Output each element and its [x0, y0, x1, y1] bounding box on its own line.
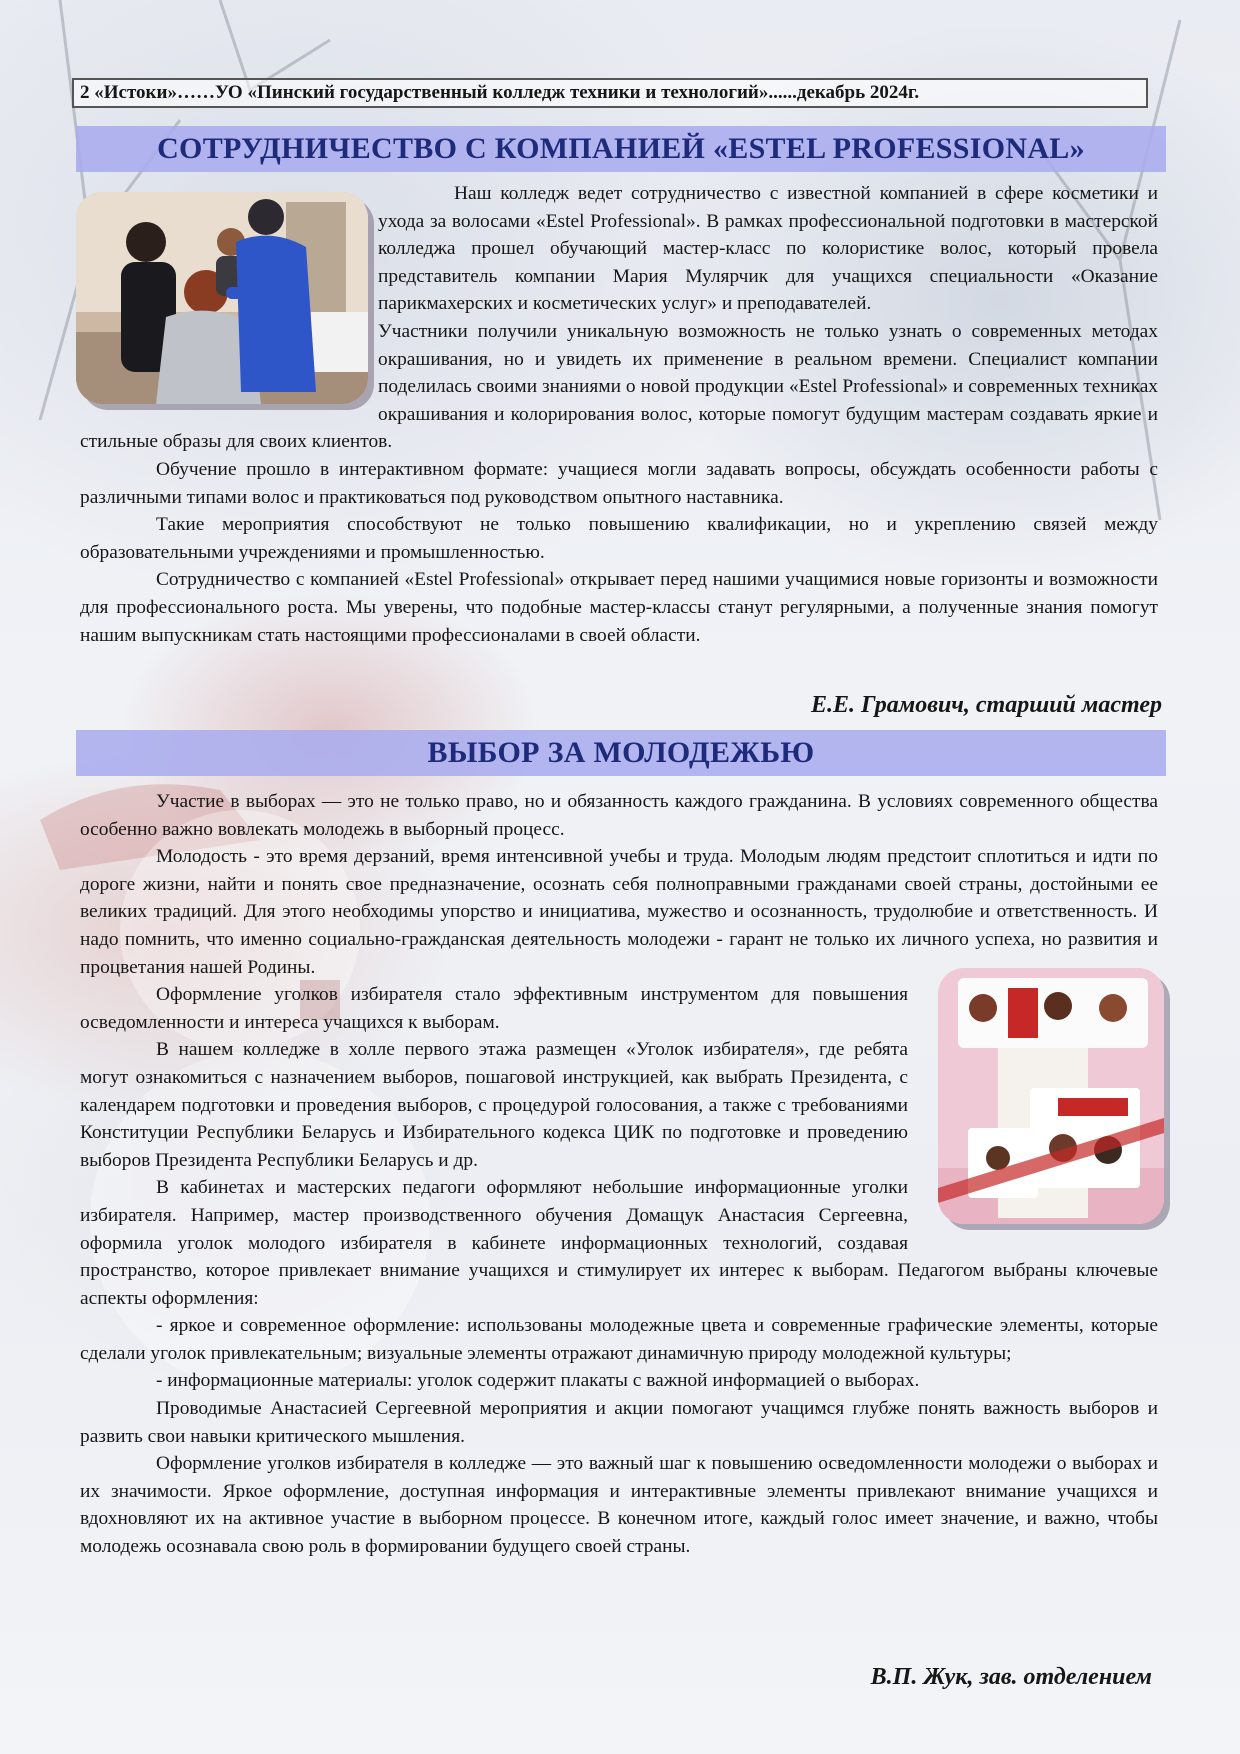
article1-paragraph: Обучение прошло в интерактивном формате: учащиеся могли задавать вопросы, обсуждать особенности работы с различными типами волос и практиковаться под руководством опытного наставника.	[80, 458, 1158, 508]
article2-paragraph: Оформление уголков избирателя в колледже — это важный шаг к повышению осведомленности молодежи о выборах и их значимости. Яркое оформление, доступная информация и интерактивные элементы привлекают внимание учащихся и вдохновляют их на активное участие в выборном процессе. В конечном итоге, каждый голос имеет значение, и важно, чтобы молодежь осознавала свою роль в формировании будущего своей страны.	[80, 1453, 1158, 1558]
article2-paragraph: В кабинетах и мастерских педагоги оформляют небольшие информационные уголки избирателя. Например, мастер производственного обучения Домащук Анастасия Сергеевна, оформила уголок молодого избирателя в кабинете информационных технологий, создавая пространство, которое привлекает внимание учащихся и стимулирует их интерес к выборам. Педагогом выбраны ключевые аспекты оформления:	[80, 1177, 1158, 1309]
article2-title: ВЫБОР ЗА МОЛОДЕЖЬЮ	[76, 730, 1166, 776]
article2-paragraph: Проводимые Анастасией Сергеевной мероприятия и акции помогают учащимся глубже понять важность выборов и развить свои навыки критического мышления.	[80, 1398, 1158, 1447]
article1-signature: Е.Е. Грамович, старший мастер	[810, 692, 1162, 718]
article1-body	[80, 180, 1158, 649]
article1-paragraph: Такие мероприятия способствуют не только повышению квалификации, но и укреплению связей между образовательными учреждениями и промышленностью.	[80, 514, 1158, 563]
article2-list-item: - информационные материалы: уголок содержит плакаты с важной информацией о выборах.	[156, 1370, 920, 1392]
article2-list-item: - яркое и современное оформление: использованы молодежные цвета и современные графические элементы, которые сделали уголок привлекательным; визуальные элементы отражают динамичную природу молодежной культуры;	[80, 1315, 1158, 1364]
article2-paragraph: Молодость - это время дерзаний, время интенсивной учебы и труда. Молодым людям предстоит сплотиться и идти по дороге жизни, найти и понять свое предназначение, осознать себя полноправными гражданами своей страны, достойными ее великих традиций. Для этого необходимы упорство и инициатива, мужество и осознанность, трудолюбие и ответственность. И надо помнить, что именно социально-гражданская деятельность молодежи - гарант не только их личного успеха, но развития и процветания нашей Родины.	[80, 846, 1158, 978]
article2-paragraph: Оформление уголков избирателя стало эффективным инструментом для повышения осведомленности и интереса учащихся к выборам.	[80, 984, 908, 1033]
article2-signature: В.П. Жук, зав. отделением	[870, 1664, 1152, 1690]
running-header: 2 «Истоки»……УО «Пинский государственный колледж техники и технологий»......декабрь 2024г.	[72, 78, 1148, 108]
article2-paragraph: В нашем колледже в холле первого этажа размещен «Уголок избирателя», где ребята могут ознакомиться с назначением выборов, пошаговой инструкцией, как выбрать Президента, с календарем подготовки и проведения выборов, с процедурой голосования, а также с требованиями Конституции Республики Беларусь и Избирательного кодекса ЦИК по подготовке и проведению выборов Президента Республики Беларусь и др.	[80, 1039, 908, 1171]
article2-body	[80, 788, 1158, 1561]
article1-paragraph: Наш колледж ведет сотрудничество с известной компанией в сфере косметики и ухода за волосами «Estel Professional». В рамках профессиональной подготовки в мастерской колледжа прошел обучающий мастер-класс по колористике волос, который провела представитель компании Мария Мулярчик для учащихся специальности «Оказание парикмахерских и косметических услуг» и преподавателей.	[378, 183, 1158, 315]
article2-paragraph: Участие в выборах — это не только право, но и обязанность каждого гражданина. В условиях современного общества особенно важно вовлекать молодежь в выборный процесс.	[80, 791, 1158, 840]
article1-title: СОТРУДНИЧЕСТВО С КОМПАНИЕЙ «ESTEL PROFESSIONAL»	[76, 126, 1166, 172]
article1-paragraph: Сотрудничество с компанией «Estel Professional» открывает перед нашими учащимися новые горизонты и возможности для профессионального роста. Мы уверены, что подобные мастер-классы станут регулярными, а полученные знания помогут нашим выпускникам стать настоящими профессионалами в своей области.	[80, 569, 1158, 646]
article1-paragraph: Участники получили уникальную возможность не только узнать о современных методах окрашивания, но и увидеть их применение в реальном времени. Специалист компании поделилась своими знаниями о новой продукции «Estel Professional» и современных техниках окрашивания и колорирования волос, которые помогут будущим мастерам создавать яркие и стильные образы для своих клиентов.	[80, 320, 1158, 453]
